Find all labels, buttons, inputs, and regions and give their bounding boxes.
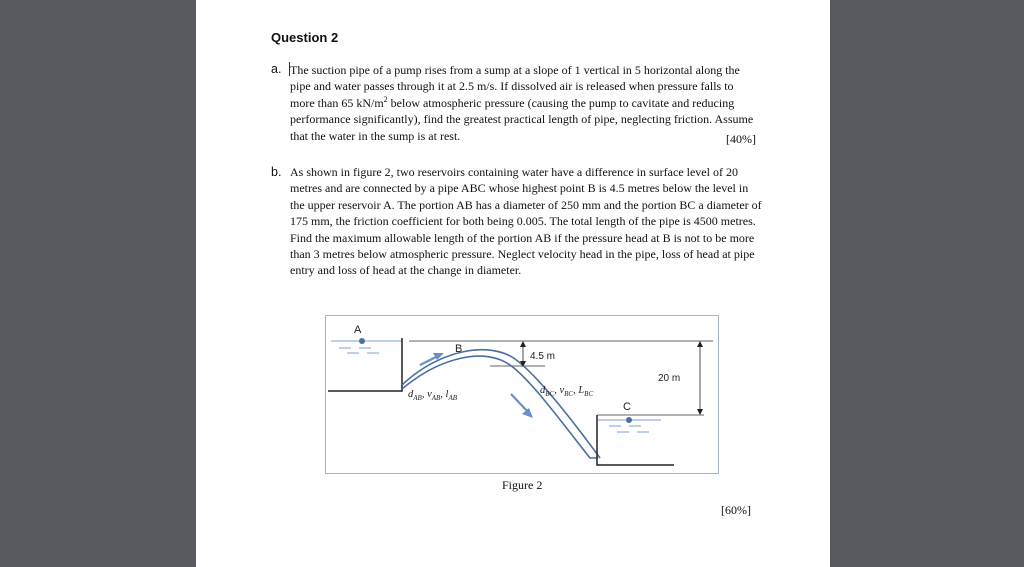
dim-label-20m: 20 m bbox=[658, 373, 681, 384]
document-page bbox=[196, 0, 830, 567]
label-a: A bbox=[354, 324, 362, 336]
point-c-marker bbox=[626, 417, 632, 423]
part-b-text: As shown in figure 2, two reservoirs containing water have a difference in surface level of 20 metres and are connected by a pipe ABC whose highest point B is 4.5 metres below the level in the upper reservoir A. The portion AB has a diameter of 250 mm and the portion BC a diameter of 175 mm, the friction coefficient for both being 0.005. The total length of the pipe is 4500 metres. Find the maximum allowable length of the portion AB if the pressure head at B is not to be more than 3 metres below atmospheric pressure. Neglect velocity head in the pipe, loss of head at pipe entry and loss of head at the change in diameter. bbox=[290, 165, 762, 278]
dim-label-4-5m: 4.5 m bbox=[530, 351, 556, 362]
part-a-marks: [40%] bbox=[726, 132, 756, 146]
label-bc-params: $d_{BC}$, $v_{BC}$, $L_{BC}$ bbox=[540, 385, 594, 398]
figure-2-diagram bbox=[325, 315, 719, 474]
point-a-marker bbox=[359, 338, 365, 344]
part-a-text-2: below atmospheric pressure (causing the pump to cavitate and reducing performance significantly), find the greatest practical length of pipe, neglecting friction. Assume that the water in the sump is at rest. bbox=[290, 95, 754, 143]
label-b: B bbox=[455, 343, 463, 355]
label-ab-params: $d_{AB}$, $v_{AB}$, $l_{AB}$ bbox=[408, 389, 458, 402]
part-a-text-1: The suction pipe of a pump rises from a sump at a slope of 1 vertical in 5 horizontal along the pipe and water passes through it at 2.5 m/s. If dissolved air is released when pressure falls to more than 65 kN/m bbox=[290, 63, 740, 110]
part-b-marks: [60%] bbox=[721, 503, 751, 517]
figure-frame bbox=[326, 316, 719, 474]
part-a-label: a. bbox=[271, 62, 282, 76]
question-title: Question 2 bbox=[271, 30, 339, 45]
label-c: C bbox=[623, 401, 631, 413]
figure-caption: Figure 2 bbox=[502, 478, 543, 492]
part-a-superscript: 2 bbox=[383, 94, 388, 104]
part-b-label: b. bbox=[271, 165, 282, 179]
part-a-text bbox=[290, 62, 760, 144]
